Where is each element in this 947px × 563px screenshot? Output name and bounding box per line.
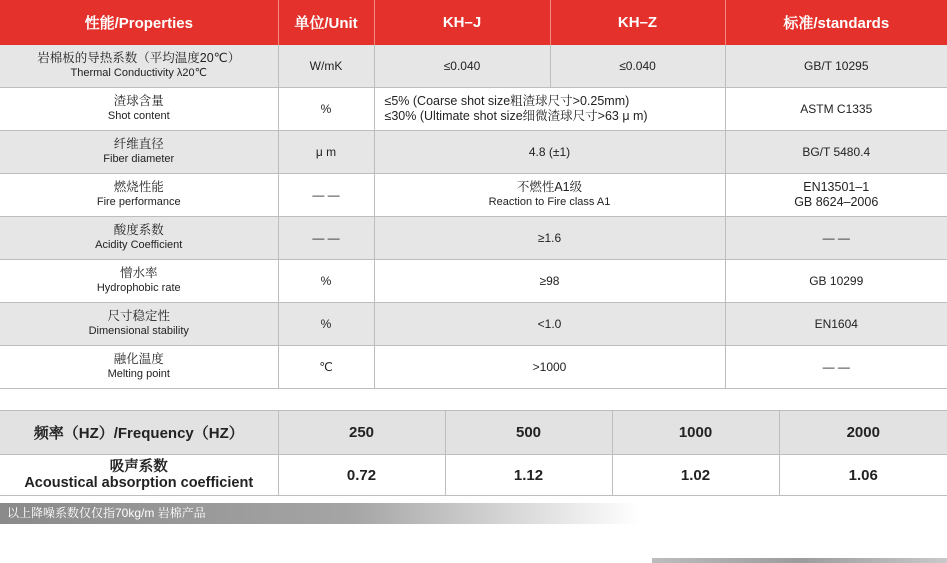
unit-cell: % <box>278 88 374 131</box>
standard-line-2: GB 8624–2006 <box>794 195 879 209</box>
unit-cell: W/mK <box>278 45 374 88</box>
value-cell: >1000 <box>374 346 725 389</box>
property-en: Thermal Conductivity λ20℃ <box>70 67 207 79</box>
frequency-1000: 1000 <box>612 411 779 455</box>
value-line-2: Reaction to Fire class A1 <box>488 196 611 208</box>
property-cn: 尺寸稳定性 <box>107 309 170 323</box>
frequency-500: 500 <box>445 411 612 455</box>
table-row <box>0 217 947 260</box>
absorption-row <box>0 455 947 496</box>
property-cell <box>0 174 278 217</box>
property-en: Dimensional stability <box>88 325 189 337</box>
absorption-label <box>0 455 278 496</box>
standard-line-1: EN13501–1 <box>803 180 870 194</box>
unit-cell: ℃ <box>278 346 374 389</box>
value-cell: ≥1.6 <box>374 217 725 260</box>
property-cn: 憎水率 <box>119 266 158 280</box>
value-line-1: 不燃性A1级 <box>516 180 583 194</box>
property-en: Shot content <box>107 110 170 122</box>
property-cell <box>0 346 278 389</box>
header-properties: 性能/Properties <box>0 0 278 45</box>
property-cn: 酸度系数 <box>113 223 164 237</box>
unit-cell: % <box>278 303 374 346</box>
table-row <box>0 303 947 346</box>
value-cell: 4.8 (±1) <box>374 131 725 174</box>
table-row <box>0 131 947 174</box>
frequency-2000: 2000 <box>779 411 947 455</box>
frequency-table <box>0 410 947 496</box>
standard-cell: — — <box>725 217 947 260</box>
cropped-image-edge <box>652 558 947 563</box>
properties-header-row <box>0 0 947 45</box>
value-line-2: ≤30% (Ultimate shot size细微渣球尺寸>63 μ m) <box>384 109 648 123</box>
property-cell <box>0 131 278 174</box>
property-cell <box>0 217 278 260</box>
kh-z-value: ≤0.040 <box>550 45 725 88</box>
property-cell <box>0 303 278 346</box>
property-cell <box>0 88 278 131</box>
footnote-bar: 以上降噪系数仅仅指70kg/m 岩棉产品 <box>0 503 640 524</box>
coefficient-1000: 1.02 <box>612 455 779 496</box>
kh-j-value: ≤0.040 <box>374 45 550 88</box>
value-line-1: ≤5% (Coarse shot size粗渣球尺寸>0.25mm) <box>384 94 630 108</box>
header-kh-j: KH–J <box>374 0 550 45</box>
unit-cell: μ m <box>278 131 374 174</box>
standard-cell: BG/T 5480.4 <box>725 131 947 174</box>
property-en: Hydrophobic rate <box>96 282 181 294</box>
table-row <box>0 260 947 303</box>
value-cell <box>374 174 725 217</box>
unit-cell: — — <box>278 174 374 217</box>
frequency-label: 频率（HZ）/Frequency（HZ） <box>0 411 278 455</box>
standard-cell <box>725 174 947 217</box>
unit-cell: % <box>278 260 374 303</box>
property-cn: 纤维直径 <box>113 137 164 151</box>
table-row <box>0 88 947 131</box>
standard-cell: GB 10299 <box>725 260 947 303</box>
standard-cell: — — <box>725 346 947 389</box>
standard-cell: GB/T 10295 <box>725 45 947 88</box>
table-row <box>0 174 947 217</box>
unit-cell: — — <box>278 217 374 260</box>
standard-cell: ASTM C1335 <box>725 88 947 131</box>
frequency-header-row <box>0 411 947 455</box>
property-en: Melting point <box>107 368 170 380</box>
absorption-label-cn: 吸声系数 <box>109 459 168 475</box>
value-cell: <1.0 <box>374 303 725 346</box>
coefficient-2000: 1.06 <box>779 455 947 496</box>
value-cell: ≥98 <box>374 260 725 303</box>
property-en: Fiber diameter <box>103 153 175 165</box>
coefficient-250: 0.72 <box>278 455 445 496</box>
header-unit: 单位/Unit <box>278 0 374 45</box>
table-row <box>0 346 947 389</box>
table-row <box>0 45 947 88</box>
value-cell <box>374 88 725 131</box>
coefficient-500: 1.12 <box>445 455 612 496</box>
property-cn: 燃烧性能 <box>113 180 164 194</box>
header-standards: 标准/standards <box>725 0 947 45</box>
frequency-250: 250 <box>278 411 445 455</box>
header-kh-z: KH–Z <box>550 0 725 45</box>
absorption-label-en: Acoustical absorption coefficient <box>24 475 254 491</box>
property-cn: 渣球含量 <box>113 94 164 108</box>
property-cell <box>0 45 278 88</box>
property-en: Acidity Coefficient <box>95 239 183 251</box>
property-en: Fire performance <box>96 196 181 208</box>
property-cn: 融化温度 <box>113 352 164 366</box>
property-cell <box>0 260 278 303</box>
property-cn: 岩棉板的导热系数（平均温度20℃） <box>37 51 241 65</box>
standard-cell: EN1604 <box>725 303 947 346</box>
